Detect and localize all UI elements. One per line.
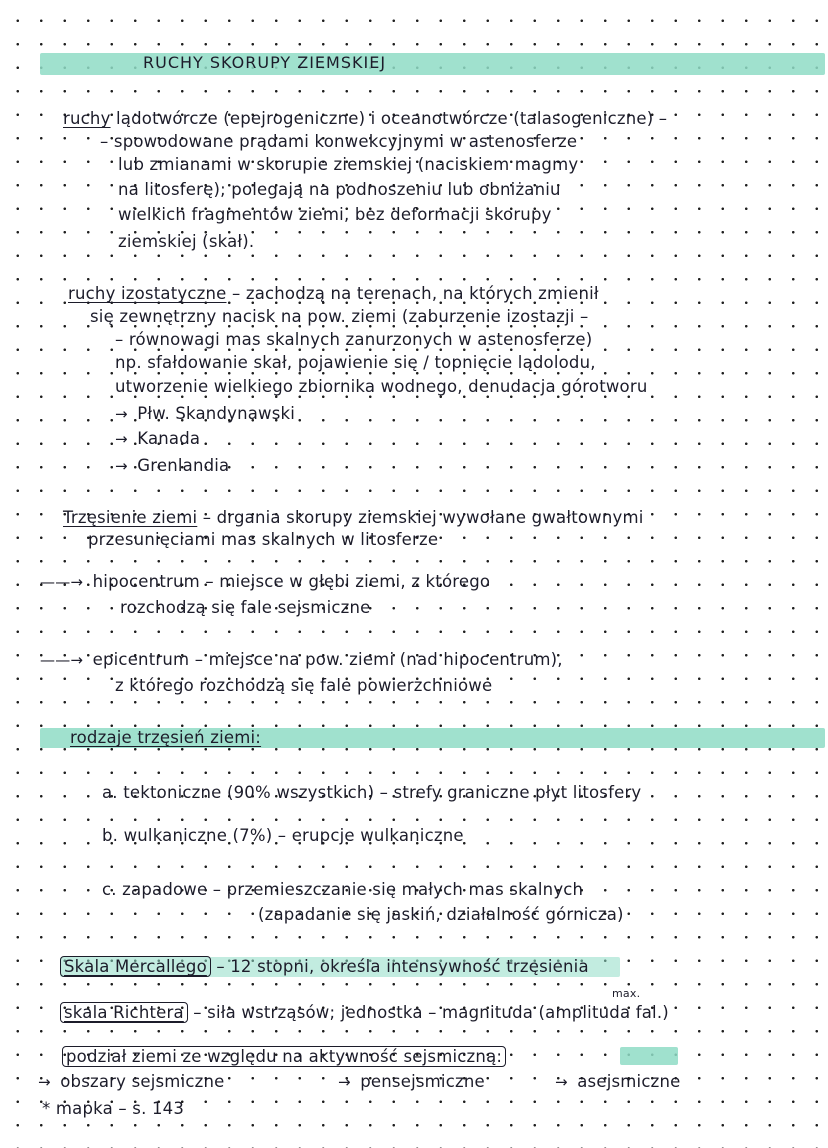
hipocentrum-line: – miejsce w głębi ziemi, z którego (205, 572, 491, 591)
rodzaj-item: c. zapadowe – przemieszczanie się małych mas skalnych (102, 880, 584, 899)
arrow-right-icon: → (555, 1073, 568, 1091)
zone-item: pensejsmiczne (360, 1072, 485, 1091)
section1-line: lądotwórcze (epejrogeniczne) i oceanotwórcze (talasogeniczne) – (116, 109, 668, 128)
section4-heading: rodzaje trzęsień ziemi: (70, 728, 262, 747)
rodzaj-item: a. tektoniczne (90% wszystkich) – strefy graniczne płyt litosfery (102, 783, 642, 802)
section2-heading: ruchy izostatyczne (68, 284, 227, 303)
richter-term: skala Richtera (60, 1002, 188, 1023)
section2-line: utworzenie wielkiego zbiornika wodnego, denudacja górotworu (115, 377, 648, 396)
page-title: RUCHY SKORUPY ZIEMSKIEJ (143, 53, 387, 72)
zone-item: obszary sejsmiczne (60, 1072, 225, 1091)
example-item: Kanada (137, 429, 201, 448)
section2-line: się zewnętrzny nacisk na pow. ziemi (zaburzenie izostazji – (90, 307, 589, 326)
section1-line: ziemskiej (skał). (118, 232, 255, 251)
arrow-right-icon: → (115, 430, 128, 448)
mercalli-desc: – 12 stopni, określa intensywność trzęsienia (216, 957, 589, 976)
section1-heading: ruchy (63, 109, 111, 128)
zone-item: asejsmiczne (577, 1072, 681, 1091)
section1-line: – spowodowane prądami konwekcyjnymi w astenosferze (100, 132, 578, 151)
section3-heading: Trzęsienie ziemi (63, 508, 198, 527)
epicentrum-line: z którego rozchodzą się fale powierzchniowe (115, 676, 493, 695)
epicentrum-line: – miejsce na pow. ziemi (nad hipocentrum), (194, 650, 563, 669)
arrow-right-icon: → (115, 405, 128, 423)
richter-desc: – siła wstrząsów; jednostka – magnituda (amplituda fal.) (193, 1003, 669, 1022)
rodzaj-item: (zapadanie się jaskiń, działalność górnicza) (258, 905, 624, 924)
section3-line: przesunięciami mas skalnych w litosferze (88, 530, 439, 549)
mercalli-term: Skala Mercallego (60, 956, 211, 977)
epicentrum-term: epicentrum (92, 650, 190, 669)
section2-line: – równowagi mas skalnych zanurzonych w astenosferze) (115, 330, 593, 349)
max-note: max. (612, 987, 641, 1000)
arrow-right-icon: → (38, 1073, 51, 1091)
hipocentrum-term: hipocentrum (92, 572, 200, 591)
section2-line: np. sfałdowanie skał, pojawienie się / topnięcie lądolodu, (115, 353, 596, 372)
example-item: Grenlandia (137, 456, 230, 475)
arrow-right-icon: → (115, 457, 128, 475)
section3-line: – drgania skorupy ziemskiej wywołane gwałtownymi (202, 508, 644, 527)
example-item: Płw. Skandynawski (137, 404, 296, 423)
section6-heading: podział ziemi ze względu na aktywność sejsmiczną: (62, 1046, 506, 1067)
section2-line: – zachodzą na terenach, na których zmienił (231, 284, 599, 303)
arrow-right-icon: ——→ (40, 651, 84, 669)
section1-line: na litosferę); polegają na podnoszeniu lub obniżaniu (118, 180, 561, 199)
arrow-right-icon: ——→ (40, 573, 84, 591)
podzial-highlight (620, 1047, 678, 1065)
map-note: * mapka – s. 143 (42, 1099, 185, 1118)
rodzaj-item: b. wulkaniczne (7%) – erupcje wulkaniczne (102, 826, 464, 845)
hipocentrum-line: rozchodzą się fale sejsmiczne (120, 598, 371, 617)
arrow-right-icon: → (338, 1073, 351, 1091)
section1-line: wielkich fragmentów ziemi, bez deformacji skorupy (118, 205, 552, 224)
section1-line: lub zmianami w skorupie ziemskiej (naciskiem magmy (118, 155, 579, 174)
